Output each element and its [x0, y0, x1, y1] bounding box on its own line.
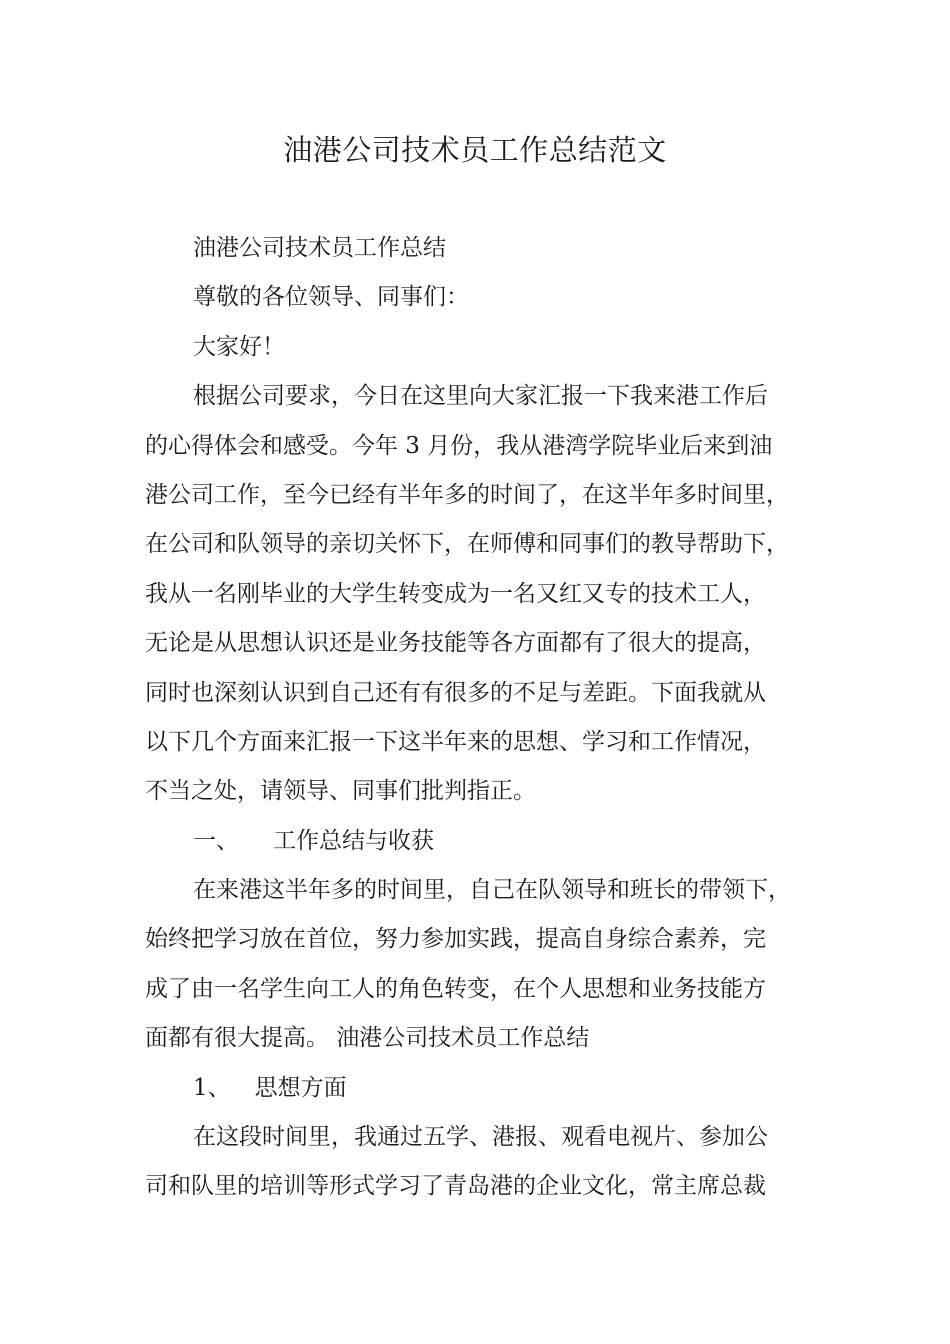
document-title: 油港公司技术员工作总结范文: [283, 133, 667, 167]
section-heading-text: 工作总结与收获: [273, 827, 434, 854]
subsection-heading-1: [145, 1064, 835, 1113]
salutation-line: 尊敬的各位领导、同事们：: [193, 284, 469, 311]
paragraph-line: 不当之处，请领导、同事们批判指正。: [145, 778, 536, 805]
paragraph-line: 无论是从思想认识还是业务技能等各方面都有了很大的提高，: [145, 630, 766, 657]
paragraph-line: 我从一名刚毕业的大学生转变成为一名又红又专的技术工人，: [145, 580, 766, 607]
paragraph-line: 在这段时间里，我通过五学、港报、观看电视片、参加公: [193, 1124, 768, 1151]
section-heading-1: [145, 817, 835, 866]
subtitle-line: 油港公司技术员工作总结: [193, 235, 446, 261]
greeting-line: 大家好！: [193, 333, 285, 360]
paragraph-line: 在公司和队领导的亲切关怀下，在师傅和同事们的教导帮助下，: [145, 531, 789, 558]
paragraph-line: 司和队里的培训等形式学习了青岛港的企业文化，常主席总裁: [145, 1173, 766, 1200]
paragraph-line: 面都有很大提高。 油港公司技术员工作总结: [145, 1025, 590, 1052]
paragraph-line: 的心得体会和感受。今年 3 月份，我从港湾学院毕业后来到油: [145, 432, 773, 459]
paragraph-line: 港公司工作，至今已经有半年多的时间了，在这半年多时间里，: [145, 481, 789, 508]
paragraph-line: 成了由一名学生向工人的角色转变，在个人思想和业务技能方: [145, 975, 766, 1002]
paragraph-line: 同时也深刻认识到自己还有有很多的不足与差距。下面我就从: [145, 679, 766, 706]
paragraph-line: 始终把学习放在首位，努力参加实践，提高自身综合素养，完: [145, 926, 766, 953]
paragraph-line: 根据公司要求，今日在这里向大家汇报一下我来港工作后: [193, 383, 768, 410]
paragraph-line: 以下几个方面来汇报一下这半年来的思想、学习和工作情况，: [145, 728, 766, 755]
document-body: [145, 224, 835, 1212]
subsection-heading-text: 思想方面: [254, 1074, 347, 1101]
subsection-heading-number: 1、: [193, 1074, 231, 1101]
section-heading-number: 一、: [193, 827, 239, 854]
paragraph-line: 在来港这半年多的时间里，自己在队领导和班长的带领下，: [193, 877, 791, 904]
